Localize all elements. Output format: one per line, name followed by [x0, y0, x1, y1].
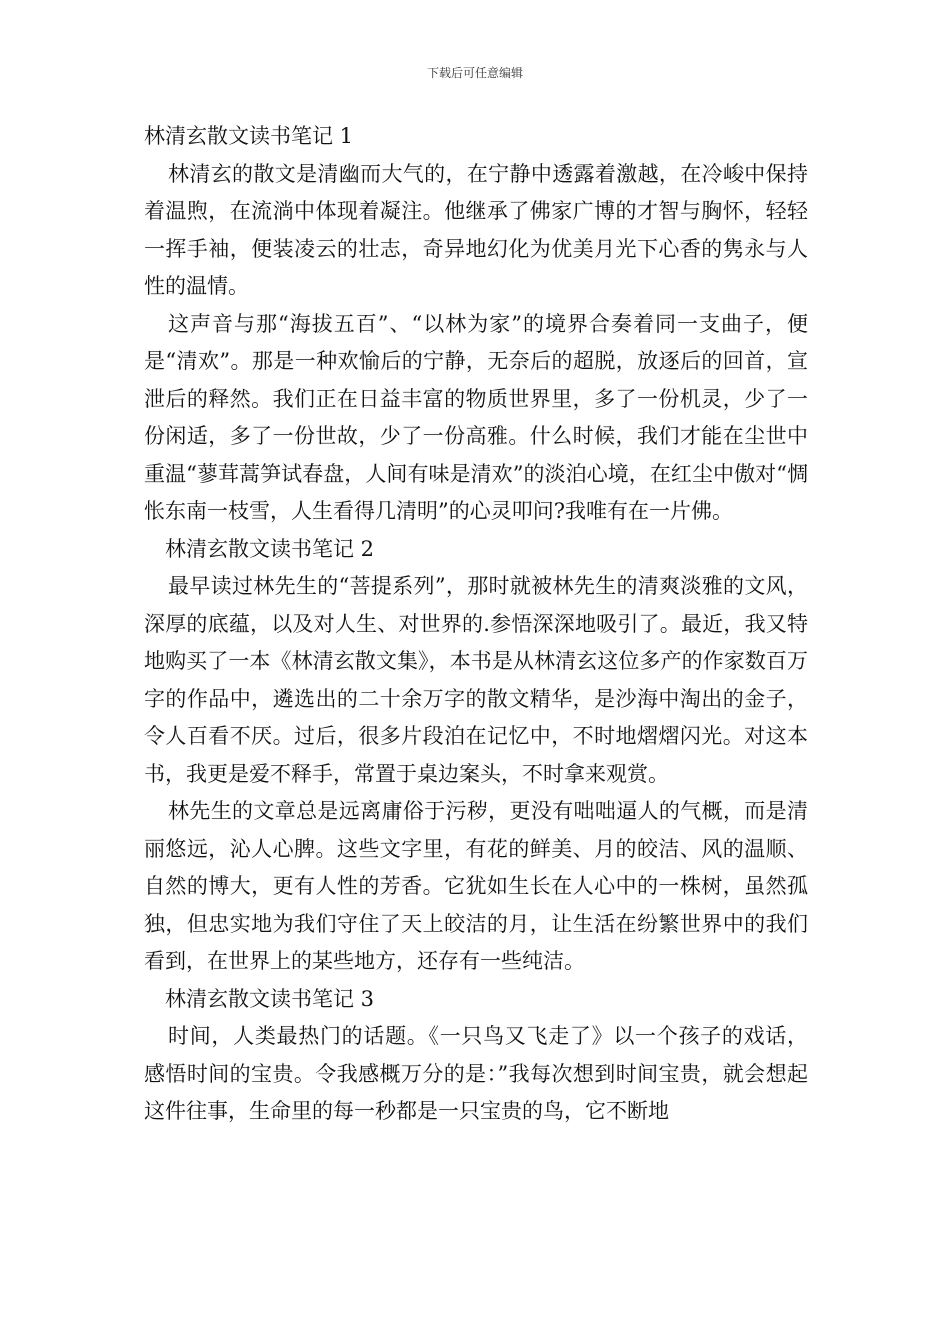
paragraph: 林先生的文章总是远离庸俗于污秽，更没有咄咄逼人的气概，而是清丽悠远，沁人心脾。这些文字里，有花的鲜美、月的皎洁、风的温顺、自然的博大，更有人性的芳香。它犹如生长在人心中的一株树，虽然孤独，但忠实地为我们守住了天上皎洁的月，让生活在纷繁世界中的我们看到，在世界上的某些地方，还存有一些纯洁。 [144, 799, 808, 973]
paragraph: 最早读过林先生的“菩提系列”，那时就被林先生的清爽淡雅的文风，深厚的底蕴，以及对人生、对世界的.参悟深深地吸引了。最近，我又特地购买了一本《林清玄散文集》，本书是从林清玄这位多产的作家数百万字的作品中，遴选出的二十余万字的散文精华，是沙海中淘出的金子，令人百看不厌。过后，很多片段泊在记忆中，不时地熠熠闪光。对这本书，我更是爱不释手，常置于桌边案头，不时拿来观赏。 [144, 574, 808, 786]
paragraph: 时间，人类最热门的话题。《一只鸟又飞走了》以一个孩子的戏话，感悟时间的宝贵。令我感概万分的是：”我每次想到时间宝贵，就会想起这件往事，生命里的每一秒都是一只宝贵的鸟，它不断地 [144, 1024, 808, 1123]
page-header: 下载后可任意编辑 [426, 66, 523, 80]
paragraph: 林清玄的散文是清幽而大气的，在宁静中透露着激越，在冷峻中保持着温煦，在流淌中体现着凝注。他继承了佛家广博的才智与胸怀，轻轻一挥手袖，便装凌云的壮志，奇异地幻化为优美月光下心香的隽永与人性的温情。 [144, 161, 808, 298]
section-title-2: 林清玄散文读书笔记 2 [165, 536, 375, 561]
section-title-1: 林清玄散文读书笔记 1 [144, 124, 354, 148]
document-body [144, 118, 808, 1131]
section-title-3: 林清玄散文读书笔记 3 [165, 986, 375, 1011]
paragraph: 这声音与那“海拔五百”、“以林为家”的境界合奏着同一支曲子，便是“清欢”。那是一种欢愉后的宁静，无奈后的超脱，放逐后的回首，宣泄后的释然。我们正在日益丰富的物质世界里，多了一份机灵，少了一份闲适，多了一份世故，少了一份高雅。什么时候，我们才能在尘世中重温“蓼茸蒿笋试春盘，人间有味是清欢”的淡泊心境，在红尘中傲对“惆怅东南一枝雪，人生看得几清明”的心灵叩问?我唯有在一片佛。 [144, 311, 808, 523]
